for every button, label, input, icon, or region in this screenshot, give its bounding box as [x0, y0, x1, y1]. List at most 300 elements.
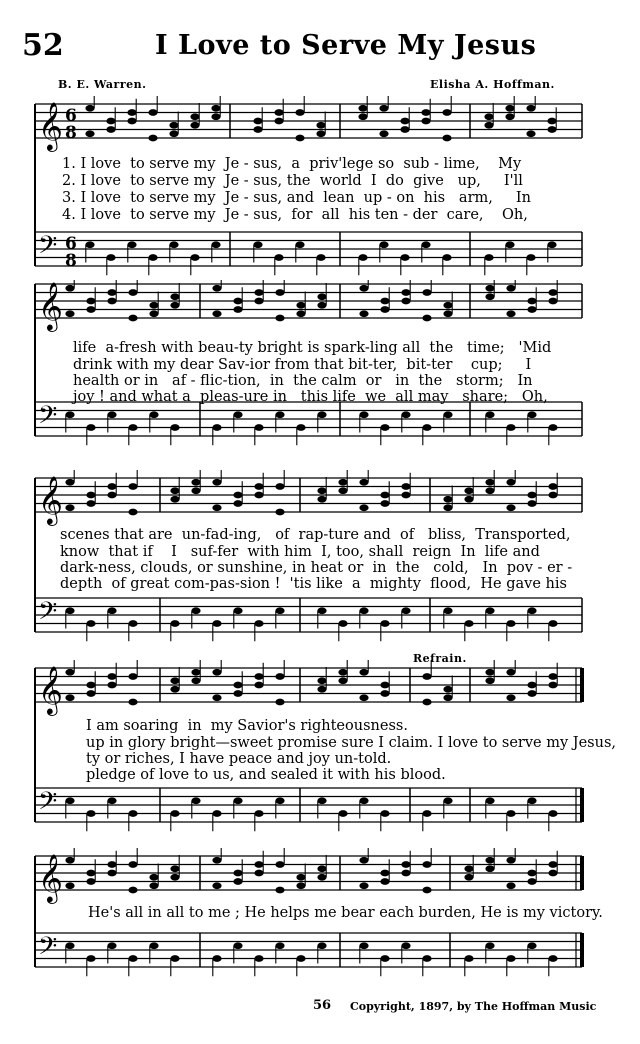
- note-head: [253, 241, 262, 248]
- note-head: [379, 130, 388, 137]
- treble-clef-icon: 𝄞: [38, 475, 63, 524]
- note-head: [107, 289, 116, 296]
- note-head: [359, 411, 368, 418]
- note-head: [464, 955, 473, 962]
- note-head: [380, 620, 389, 627]
- note-head: [547, 118, 556, 125]
- note-head: [422, 887, 431, 894]
- note-head: [379, 105, 388, 112]
- note-head: [211, 105, 220, 112]
- note-head: [359, 479, 368, 486]
- note-head: [275, 411, 284, 418]
- note-head: [317, 686, 326, 693]
- note-head: [442, 109, 451, 116]
- note-head: [169, 130, 178, 137]
- note-head: [548, 289, 557, 296]
- note-head: [275, 861, 284, 868]
- note-head: [317, 487, 326, 494]
- note-head: [233, 690, 242, 697]
- note-head: [422, 810, 431, 817]
- note-head: [149, 882, 158, 889]
- note-head: [464, 487, 473, 494]
- note-head: [380, 878, 389, 885]
- bass-clef-icon: 𝄢: [38, 401, 58, 436]
- note-head: [212, 424, 221, 431]
- note-head: [443, 302, 452, 309]
- note-head: [170, 955, 179, 962]
- note-head: [316, 122, 325, 129]
- note-head: [233, 682, 242, 689]
- note-head: [317, 677, 326, 684]
- note-head: [358, 254, 367, 261]
- note-head: [317, 411, 326, 418]
- note-head: [107, 942, 116, 949]
- note-head: [233, 298, 242, 305]
- note-head: [128, 424, 137, 431]
- note-head: [275, 673, 284, 680]
- note-head: [275, 607, 284, 614]
- note-head: [233, 411, 242, 418]
- note-head: [380, 306, 389, 313]
- note-head: [359, 797, 368, 804]
- note-head: [86, 500, 95, 507]
- note-head: [191, 479, 200, 486]
- refrain-label: Refrain.: [413, 652, 467, 665]
- note-head: [254, 289, 263, 296]
- bass-clef-icon: 𝄢: [38, 231, 58, 266]
- note-head: [170, 293, 179, 300]
- note-head: [86, 810, 95, 817]
- note-head: [422, 673, 431, 680]
- note-head: [485, 607, 494, 614]
- note-head: [191, 797, 200, 804]
- note-head: [128, 887, 137, 894]
- note-head: [170, 810, 179, 817]
- page-number: 56: [313, 998, 332, 1013]
- note-head: [127, 118, 136, 125]
- note-head: [485, 942, 494, 949]
- note-head: [358, 113, 367, 120]
- note-head: [233, 607, 242, 614]
- verse-3-line: 3. I love to serve my Je - sus, and lean up - on his arm, In: [62, 190, 531, 206]
- note-head: [359, 857, 368, 864]
- note-head: [212, 669, 221, 676]
- note-head: [128, 810, 137, 817]
- note-head: [548, 955, 557, 962]
- note-head: [338, 620, 347, 627]
- note-head: [380, 500, 389, 507]
- note-head: [505, 113, 514, 120]
- note-head: [296, 424, 305, 431]
- copyright-notice: Copyright, 1897, by The Hoffman Music: [350, 1000, 597, 1013]
- note-head: [421, 241, 430, 248]
- note-head: [275, 315, 284, 322]
- time-signature-icon: 8: [65, 251, 77, 271]
- note-head: [505, 241, 514, 248]
- note-head: [338, 677, 347, 684]
- note-head: [527, 500, 536, 507]
- note-head: [170, 302, 179, 309]
- note-head: [506, 810, 515, 817]
- note-head: [107, 483, 116, 490]
- note-head: [254, 424, 263, 431]
- note-head: [506, 285, 515, 292]
- note-head: [526, 130, 535, 137]
- note-head: [400, 254, 409, 261]
- hymn-title: I Love to Serve My Jesus: [155, 30, 537, 61]
- note-head: [275, 509, 284, 516]
- note-head: [316, 130, 325, 137]
- note-head: [506, 955, 515, 962]
- note-head: [170, 686, 179, 693]
- note-head: [380, 492, 389, 499]
- note-head: [169, 241, 178, 248]
- note-head: [527, 797, 536, 804]
- note-head: [401, 492, 410, 499]
- note-head: [548, 483, 557, 490]
- note-head: [464, 874, 473, 881]
- note-head: [548, 424, 557, 431]
- verse-1-line: scenes that are un-fad-ing, of rap-ture and of bliss, Transported,: [60, 527, 571, 543]
- note-head: [65, 285, 74, 292]
- note-head: [233, 797, 242, 804]
- note-head: [106, 254, 115, 261]
- note-head: [85, 241, 94, 248]
- note-head: [548, 861, 557, 868]
- note-head: [170, 865, 179, 872]
- note-head: [359, 504, 368, 511]
- note-head: [212, 882, 221, 889]
- hymn-number: 52: [22, 28, 64, 63]
- note-head: [506, 882, 515, 889]
- note-head: [506, 504, 515, 511]
- note-head: [254, 492, 263, 499]
- verse-1-line: I am soaring in my Savior's righteousness.: [86, 718, 408, 734]
- note-head: [148, 254, 157, 261]
- note-head: [317, 607, 326, 614]
- note-head: [86, 424, 95, 431]
- note-head: [443, 607, 452, 614]
- note-head: [506, 669, 515, 676]
- note-head: [506, 310, 515, 317]
- note-head: [127, 241, 136, 248]
- note-head: [484, 113, 493, 120]
- note-head: [86, 682, 95, 689]
- note-head: [274, 109, 283, 116]
- note-head: [296, 882, 305, 889]
- note-head: [128, 861, 137, 868]
- note-head: [295, 241, 304, 248]
- note-head: [443, 694, 452, 701]
- note-head: [485, 669, 494, 676]
- note-head: [443, 411, 452, 418]
- note-head: [170, 677, 179, 684]
- note-head: [65, 607, 74, 614]
- treble-clef-icon: 𝄞: [38, 665, 63, 714]
- verse-line: He's all in all to me ; He helps me bear each burden, He is my victory.: [88, 905, 603, 921]
- note-head: [421, 118, 430, 125]
- verse-2-line: drink with my dear Sav-ior from that bit-ter, bit-ter cup; I: [73, 357, 532, 373]
- note-head: [254, 810, 263, 817]
- note-head: [190, 122, 199, 129]
- note-head: [547, 241, 556, 248]
- note-head: [485, 479, 494, 486]
- verse-4-line: joy ! and what a pleas-ure in this life we all may share; Oh,: [73, 389, 548, 405]
- note-head: [211, 241, 220, 248]
- note-head: [107, 797, 116, 804]
- note-head: [443, 310, 452, 317]
- note-head: [107, 861, 116, 868]
- note-head: [526, 254, 535, 261]
- note-head: [107, 298, 116, 305]
- note-head: [190, 254, 199, 261]
- note-head: [338, 479, 347, 486]
- time-signature-icon: 6: [65, 234, 77, 254]
- note-head: [359, 285, 368, 292]
- note-head: [400, 118, 409, 125]
- note-head: [485, 293, 494, 300]
- note-head: [212, 857, 221, 864]
- note-head: [107, 607, 116, 614]
- note-head: [170, 424, 179, 431]
- note-head: [464, 865, 473, 872]
- note-head: [86, 878, 95, 885]
- note-head: [379, 241, 388, 248]
- note-head: [485, 285, 494, 292]
- note-head: [65, 857, 74, 864]
- note-head: [443, 496, 452, 503]
- note-head: [275, 699, 284, 706]
- note-head: [527, 682, 536, 689]
- verse-2-line: 2. I love to serve my Je - sus, the world I do give up, I'll: [62, 173, 523, 189]
- bass-clef-icon: 𝄢: [38, 787, 58, 822]
- note-head: [485, 487, 494, 494]
- note-head: [443, 686, 452, 693]
- note-head: [107, 492, 116, 499]
- note-head: [317, 797, 326, 804]
- note-head: [128, 955, 137, 962]
- note-head: [128, 699, 137, 706]
- note-head: [86, 620, 95, 627]
- verse-1-line: life a-fresh with beau-ty bright is spark-ling all the time; 'Mid: [73, 340, 552, 356]
- note-head: [506, 479, 515, 486]
- note-head: [233, 492, 242, 499]
- note-head: [106, 126, 115, 133]
- note-head: [86, 870, 95, 877]
- note-head: [254, 673, 263, 680]
- note-head: [275, 887, 284, 894]
- note-head: [506, 620, 515, 627]
- note-head: [548, 673, 557, 680]
- note-head: [233, 942, 242, 949]
- note-head: [254, 682, 263, 689]
- note-head: [65, 504, 74, 511]
- note-head: [107, 870, 116, 877]
- note-head: [254, 861, 263, 868]
- note-head: [548, 810, 557, 817]
- note-head: [359, 310, 368, 317]
- note-head: [148, 135, 157, 142]
- note-head: [380, 682, 389, 689]
- note-head: [191, 487, 200, 494]
- note-head: [296, 310, 305, 317]
- note-head: [548, 492, 557, 499]
- note-head: [295, 135, 304, 142]
- note-head: [359, 607, 368, 614]
- note-head: [296, 302, 305, 309]
- note-head: [170, 620, 179, 627]
- note-head: [527, 607, 536, 614]
- note-head: [527, 492, 536, 499]
- note-head: [527, 306, 536, 313]
- note-head: [127, 109, 136, 116]
- note-head: [443, 797, 452, 804]
- note-head: [254, 870, 263, 877]
- verse-3-line: dark-ness, clouds, or sunshine, in heat or in the cold, In pov - er -: [60, 560, 573, 576]
- note-head: [464, 496, 473, 503]
- note-head: [338, 487, 347, 494]
- note-head: [275, 483, 284, 490]
- note-head: [401, 298, 410, 305]
- note-head: [527, 870, 536, 877]
- note-head: [253, 126, 262, 133]
- note-head: [65, 479, 74, 486]
- note-head: [233, 500, 242, 507]
- note-head: [506, 694, 515, 701]
- note-head: [380, 955, 389, 962]
- note-head: [275, 942, 284, 949]
- note-head: [254, 298, 263, 305]
- note-head: [190, 113, 199, 120]
- note-head: [359, 694, 368, 701]
- note-head: [317, 942, 326, 949]
- note-head: [401, 942, 410, 949]
- note-head: [212, 620, 221, 627]
- note-head: [526, 105, 535, 112]
- note-head: [401, 483, 410, 490]
- note-head: [274, 118, 283, 125]
- note-head: [527, 690, 536, 697]
- treble-clef-icon: 𝄞: [38, 853, 63, 902]
- verse-3-line: health or in af - flic-tion, in the calm or in the storm; In: [73, 373, 533, 389]
- treble-clef-icon: 𝄞: [38, 281, 63, 330]
- note-head: [422, 289, 431, 296]
- note-head: [548, 870, 557, 877]
- verse-1-line: 1. I love to serve my Je - sus, a priv'lege so sub - lime, My: [62, 156, 522, 172]
- bass-clef-icon: 𝄢: [38, 932, 58, 967]
- note-head: [65, 797, 74, 804]
- note-head: [505, 105, 514, 112]
- note-head: [338, 669, 347, 676]
- note-head: [254, 955, 263, 962]
- note-head: [422, 699, 431, 706]
- author-credit: Elisha A. Hoffman.: [430, 78, 555, 91]
- note-head: [484, 122, 493, 129]
- note-head: [506, 857, 515, 864]
- note-head: [443, 504, 452, 511]
- verse-4-line: depth of great com-pas-sion ! 'tis like a mighty flood, He gave his: [60, 576, 567, 592]
- note-head: [253, 118, 262, 125]
- note-head: [148, 109, 157, 116]
- note-head: [106, 118, 115, 125]
- note-head: [527, 411, 536, 418]
- note-head: [254, 483, 263, 490]
- note-head: [317, 302, 326, 309]
- note-head: [380, 870, 389, 877]
- note-head: [401, 289, 410, 296]
- note-head: [211, 113, 220, 120]
- note-head: [149, 411, 158, 418]
- note-head: [296, 874, 305, 881]
- note-head: [128, 315, 137, 322]
- note-head: [296, 955, 305, 962]
- note-head: [128, 483, 137, 490]
- verse-3-line: ty or riches, I have peace and joy un-told.: [86, 751, 392, 767]
- note-head: [107, 411, 116, 418]
- note-head: [149, 874, 158, 881]
- verse-4-line: 4. I love to serve my Je - sus, for all his ten - der care, Oh,: [62, 207, 528, 223]
- note-head: [86, 306, 95, 313]
- note-head: [422, 955, 431, 962]
- note-head: [86, 492, 95, 499]
- note-head: [86, 298, 95, 305]
- note-head: [485, 797, 494, 804]
- note-head: [548, 298, 557, 305]
- note-head: [422, 861, 431, 868]
- note-head: [358, 105, 367, 112]
- note-head: [422, 424, 431, 431]
- note-head: [169, 122, 178, 129]
- bass-clef-icon: 𝄢: [38, 597, 58, 632]
- note-head: [442, 254, 451, 261]
- note-head: [338, 810, 347, 817]
- note-head: [485, 865, 494, 872]
- note-head: [128, 509, 137, 516]
- note-head: [65, 694, 74, 701]
- note-head: [548, 682, 557, 689]
- time-signature-icon: 8: [65, 123, 77, 143]
- note-head: [128, 620, 137, 627]
- note-head: [485, 677, 494, 684]
- verse-4-line: pledge of love to us, and sealed it with his blood.: [86, 767, 446, 783]
- note-head: [359, 882, 368, 889]
- note-head: [484, 254, 493, 261]
- note-head: [401, 607, 410, 614]
- note-head: [400, 126, 409, 133]
- note-head: [316, 254, 325, 261]
- note-head: [233, 870, 242, 877]
- note-head: [275, 797, 284, 804]
- verse-2-line: up in glory bright—sweet promise sure I claim. I love to serve my Jesus,: [86, 735, 617, 751]
- note-head: [401, 411, 410, 418]
- note-head: [128, 289, 137, 296]
- note-head: [506, 424, 515, 431]
- note-head: [380, 424, 389, 431]
- note-head: [380, 298, 389, 305]
- note-head: [547, 126, 556, 133]
- note-head: [86, 955, 95, 962]
- verse-2-line: know that if I suf-fer with him I, too, shall reign In life and: [60, 544, 540, 560]
- note-head: [317, 496, 326, 503]
- note-head: [317, 293, 326, 300]
- note-head: [485, 857, 494, 864]
- note-head: [401, 870, 410, 877]
- composer-credit: B. E. Warren.: [58, 78, 147, 91]
- note-head: [86, 690, 95, 697]
- note-head: [212, 955, 221, 962]
- note-head: [191, 607, 200, 614]
- treble-clef-icon: 𝄞: [38, 101, 63, 150]
